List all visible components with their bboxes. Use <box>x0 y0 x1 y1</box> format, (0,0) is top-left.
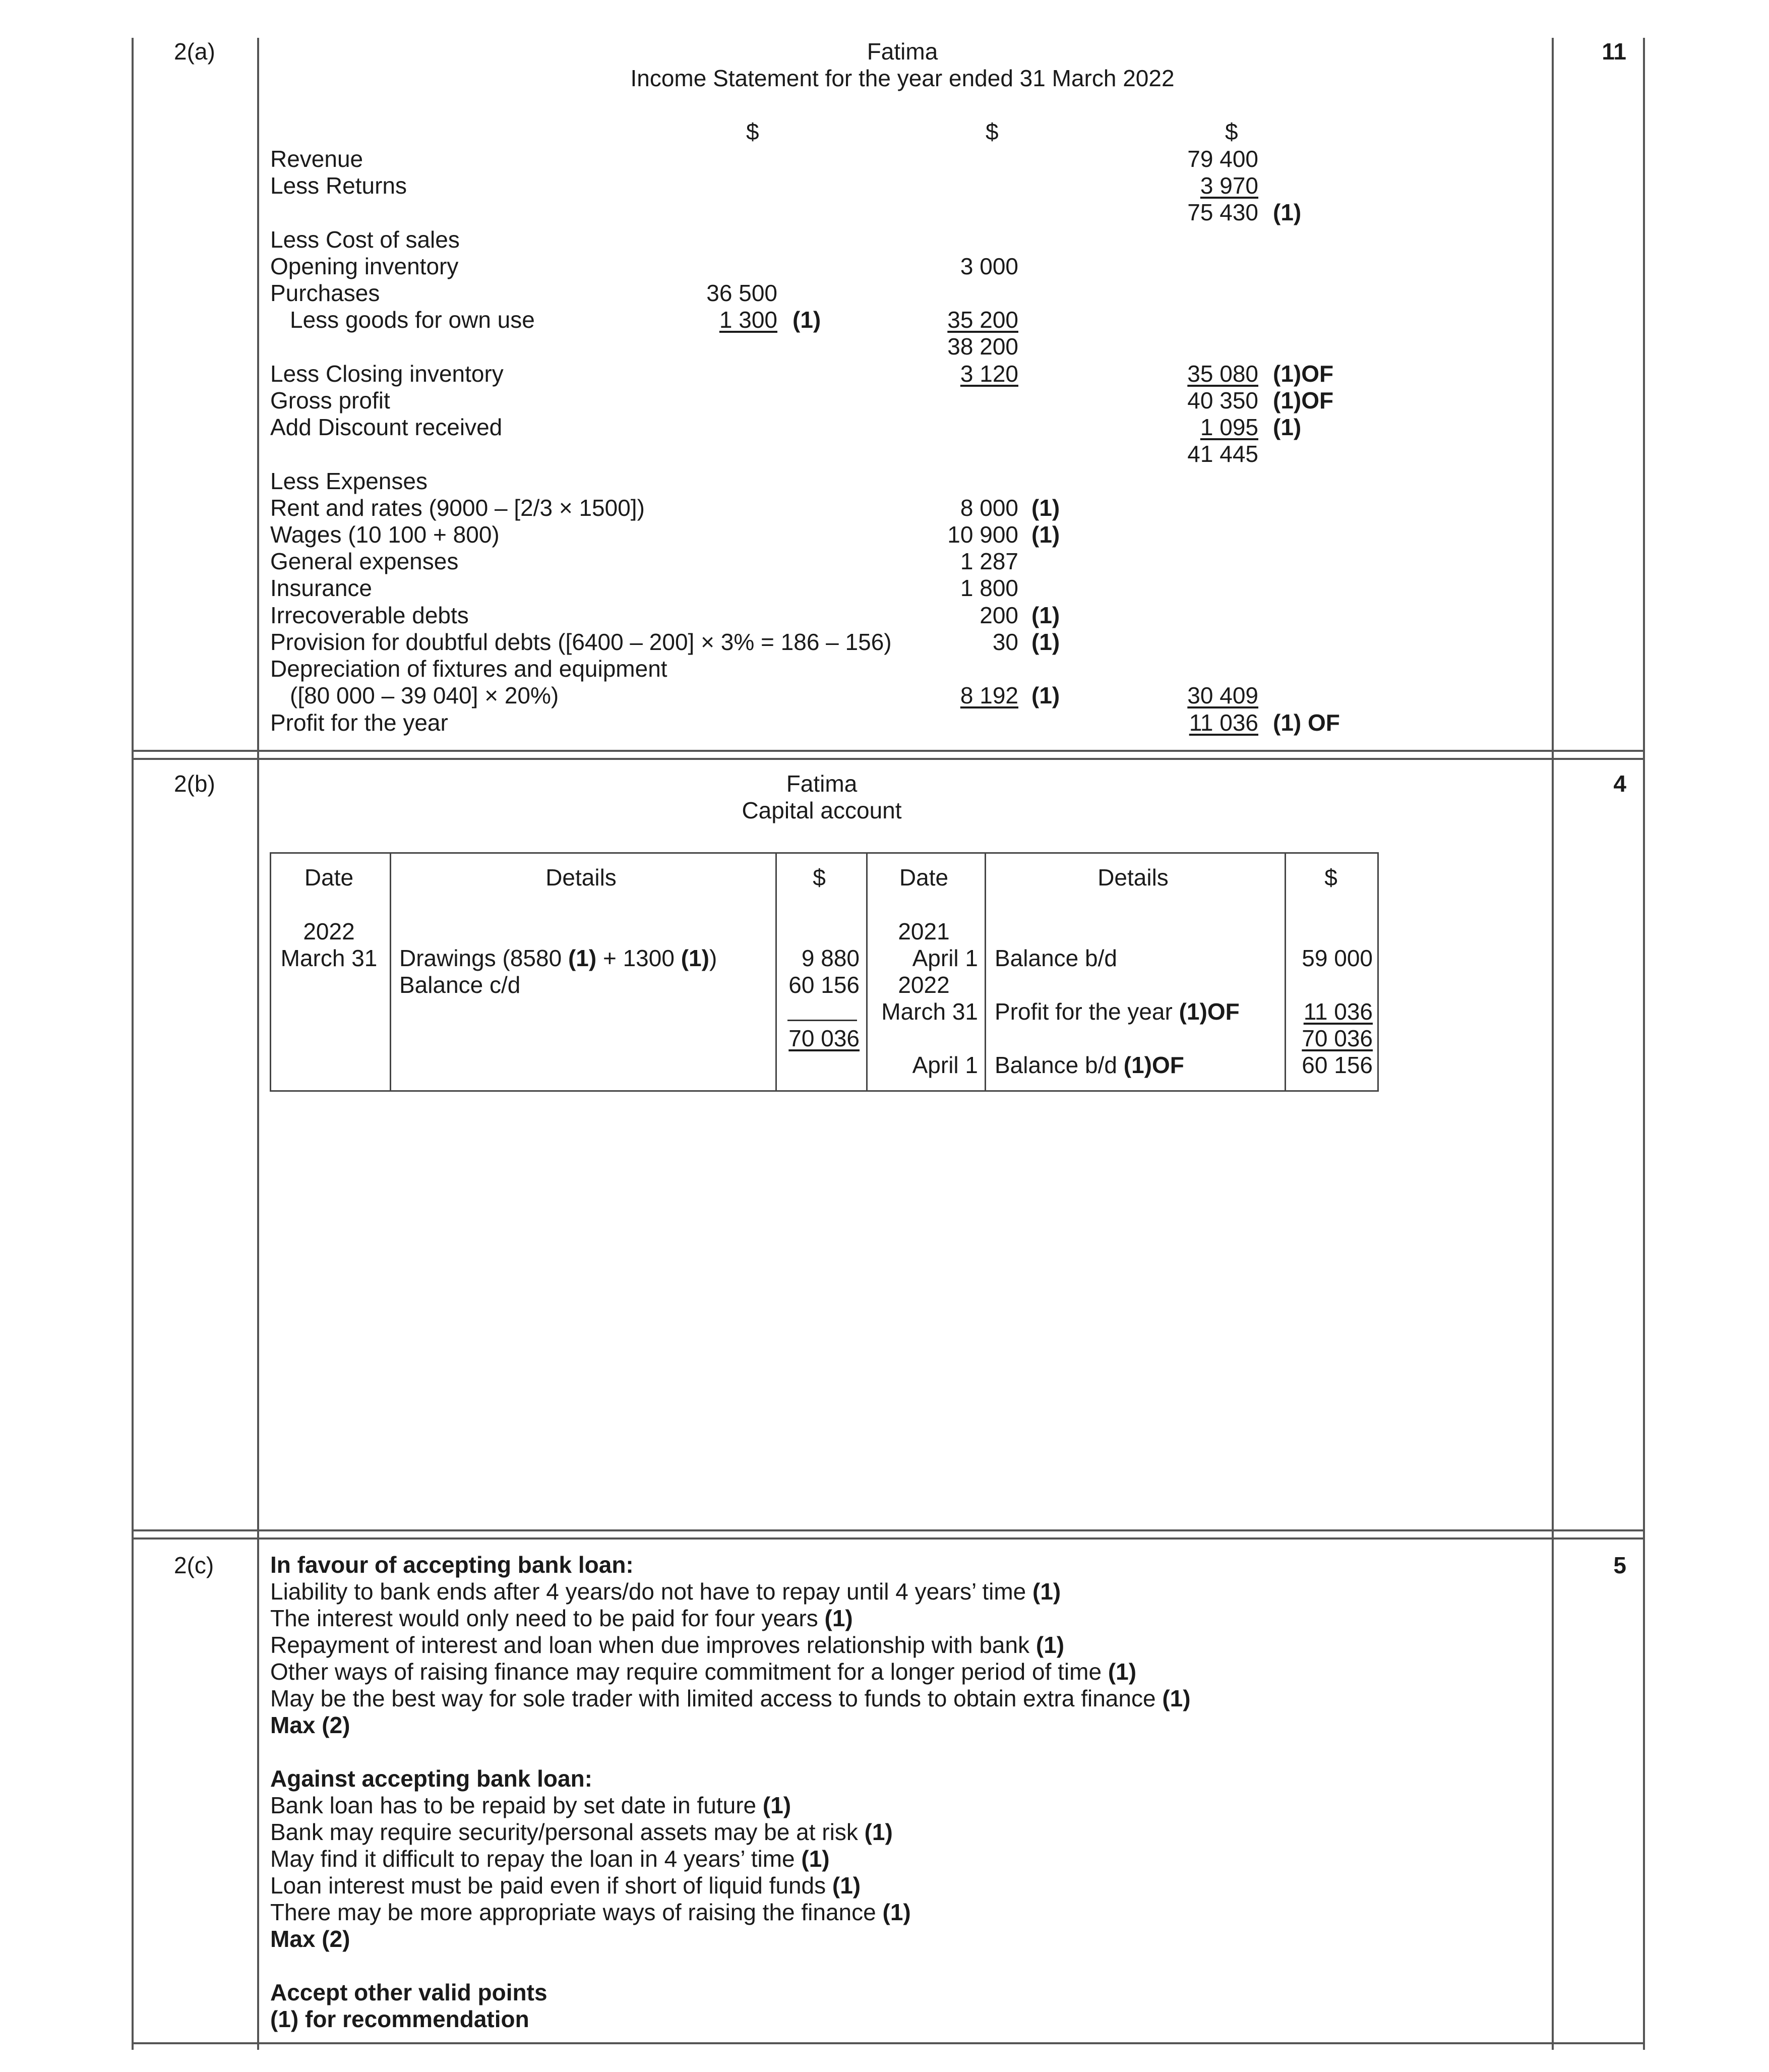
grid-divider-a-b <box>133 750 1644 752</box>
part-c-body <box>270 1552 1531 2033</box>
against-max: Max (2) <box>270 1926 350 1952</box>
col1-value: 36 500 <box>706 280 777 306</box>
line-label: Revenue <box>270 146 363 172</box>
col2-value: 30 <box>992 629 1018 655</box>
statement-line <box>0 199 1769 226</box>
statement-line <box>0 306 1769 333</box>
col3-mark: (1)OF <box>1273 361 1334 387</box>
grid-divider-a-b-2 <box>133 758 1644 760</box>
debit-details-header: Details <box>545 864 617 891</box>
col2-value: 200 <box>980 602 1018 628</box>
col2-value: 3 000 <box>960 253 1018 279</box>
col2-value: 3 120 <box>960 361 1018 387</box>
against-heading: Against accepting bank loan: <box>270 1765 592 1792</box>
recommendation-mark: (1) for recommendation <box>270 2006 529 2032</box>
credit-date-header: Date <box>899 864 949 891</box>
statement-line <box>0 413 1769 441</box>
statement-line <box>0 548 1769 575</box>
balance-bd-2-entry: Balance b/d (1)OF <box>995 1052 1184 1078</box>
line-label: Less Cost of sales <box>270 226 460 253</box>
statement-line <box>0 467 1769 495</box>
marks: 4 <box>1613 771 1626 797</box>
line-label: Purchases <box>270 280 380 306</box>
answer-point: Loan interest must be paid even if short of liquid funds (1) <box>270 1872 861 1899</box>
statement-line <box>0 521 1769 548</box>
debit-date-header: Date <box>304 864 354 891</box>
statement-line <box>0 574 1769 602</box>
line-label: Insurance <box>270 575 373 601</box>
credit-amount-header: $ <box>1324 864 1337 891</box>
col2-value: 8 192 <box>960 682 1018 708</box>
line-label: General expenses <box>270 548 459 574</box>
grid-bottom-border <box>133 2042 1644 2044</box>
currency-header: $ <box>1225 119 1238 145</box>
statement-line <box>0 494 1769 521</box>
profit-amount: 11 036 <box>1303 998 1373 1025</box>
favour-heading: In favour of accepting bank loan: <box>270 1552 634 1578</box>
line-label: Less goods for own use <box>290 307 535 333</box>
statement-owner: Fatima <box>867 38 938 65</box>
credit-details-header: Details <box>1097 864 1169 891</box>
credit-year-2021: 2021 <box>898 918 950 944</box>
statement-line <box>0 682 1769 709</box>
statement-line <box>0 628 1769 656</box>
debit-total-rule <box>787 1020 857 1021</box>
statement-line <box>0 602 1769 629</box>
line-label: Less Expenses <box>270 468 428 494</box>
marks: 5 <box>1613 1552 1626 1578</box>
answer-point: May find it difficult to repay the loan in 4 years’ time (1) <box>270 1846 830 1872</box>
col3-value: 1 095 <box>1200 414 1258 440</box>
col1-mark: (1) <box>792 307 821 333</box>
account-owner: Fatima <box>786 771 858 797</box>
balance-bd-amount: 59 000 <box>1302 945 1373 971</box>
answer-point: The interest would only need to be paid for four years (1) <box>270 1605 853 1631</box>
answer-point: May be the best way for sole trader with limited access to funds to obtain extra finance (1) <box>270 1685 1191 1711</box>
col3-mark: (1) OF <box>1273 709 1340 736</box>
line-label: Rent and rates (9000 – [2/3 × 1500]) <box>270 495 645 521</box>
col2-value: 10 900 <box>947 521 1018 548</box>
profit-entry: Profit for the year (1)OF <box>995 998 1240 1025</box>
favour-points <box>270 1578 1531 1712</box>
col3-mark: (1)OF <box>1273 387 1334 413</box>
line-label: Add Discount received <box>270 414 503 440</box>
line-label: Less Returns <box>270 172 407 199</box>
col2-mark: (1) <box>1031 602 1060 628</box>
credit-date-april: April 1 <box>912 945 978 971</box>
accept-other-points: Accept other valid points <box>270 1979 547 2005</box>
answer-point: Bank loan has to be repaid by set date in future (1) <box>270 1792 791 1818</box>
question-number: 2(b) <box>174 771 215 797</box>
statement-line <box>0 253 1769 280</box>
statement-line <box>0 440 1769 467</box>
col2-mark: (1) <box>1031 682 1060 708</box>
against-points <box>270 1792 1531 1926</box>
statement-line <box>0 145 1769 172</box>
line-label: Depreciation of fixtures and equipment <box>270 656 667 682</box>
col2-value: 1 800 <box>960 575 1018 601</box>
answer-point: There may be more appropriate ways of raising the finance (1) <box>270 1899 911 1925</box>
balance-cd-label: Balance c/d <box>399 972 521 998</box>
col2-value: 38 200 <box>947 333 1018 360</box>
col3-value: 79 400 <box>1187 146 1258 172</box>
statement-title: Income Statement for the year ended 31 March 2022 <box>630 65 1175 91</box>
col3-value: 30 409 <box>1187 682 1258 708</box>
line-label: ([80 000 – 39 040] × 20%) <box>290 682 559 708</box>
statement-line <box>0 226 1769 253</box>
credit-date-april-2: April 1 <box>912 1052 978 1078</box>
col1-value: 1 300 <box>719 307 777 333</box>
col2-value: 8 000 <box>960 495 1018 521</box>
drawings-amount: 9 880 <box>801 945 860 971</box>
line-label: Opening inventory <box>270 253 459 279</box>
line-label: Less Closing inventory <box>270 361 504 387</box>
col3-value: 3 970 <box>1200 172 1258 199</box>
question-number: 2(c) <box>174 1552 214 1578</box>
balance-bd-label: Balance b/d <box>995 945 1117 971</box>
currency-header: $ <box>746 119 759 145</box>
answer-point: Liability to bank ends after 4 years/do not have to repay until 4 years’ time (1) <box>270 1578 1061 1605</box>
col3-value: 41 445 <box>1187 441 1258 467</box>
answer-point: Repayment of interest and loan when due improves relationship with bank (1) <box>270 1632 1065 1658</box>
col3-value: 40 350 <box>1187 387 1258 413</box>
col2-value: 35 200 <box>947 307 1018 333</box>
statement-line <box>0 172 1769 199</box>
marks: 11 <box>1602 38 1626 65</box>
credit-total: 70 036 <box>1302 1025 1373 1051</box>
balance-bd-2-amount: 60 156 <box>1302 1052 1373 1078</box>
favour-max: Max (2) <box>270 1712 350 1738</box>
col3-mark: (1) <box>1273 414 1302 440</box>
line-label: Profit for the year <box>270 709 448 736</box>
statement-line <box>0 655 1769 682</box>
line-label: Wages (10 100 + 800) <box>270 521 500 548</box>
debit-year: 2022 <box>303 918 355 944</box>
line-label: Irrecoverable debts <box>270 602 469 628</box>
statement-line <box>0 279 1769 307</box>
debit-total: 70 036 <box>788 1025 860 1051</box>
statement-line <box>0 360 1769 387</box>
line-label: Provision for doubtful debts ([6400 – 200] × 3% = 186 – 156) <box>270 629 892 655</box>
account-title: Capital account <box>742 797 902 823</box>
col3-mark: (1) <box>1273 199 1302 225</box>
credit-year-2022: 2022 <box>898 972 950 998</box>
answer-point: Other ways of raising finance may require commitment for a longer period of time (1) <box>270 1659 1137 1685</box>
col3-value: 35 080 <box>1187 361 1258 387</box>
col2-mark: (1) <box>1031 521 1060 548</box>
grid-divider-b-c <box>133 1529 1644 1531</box>
col3-value: 75 430 <box>1187 199 1258 225</box>
drawings-entry: Drawings (8580 (1) + 1300 (1)) <box>399 945 717 971</box>
col3-value: 11 036 <box>1189 709 1258 736</box>
statement-line <box>0 709 1769 736</box>
currency-header-row <box>0 118 1769 145</box>
question-number: 2(a) <box>174 38 215 65</box>
credit-date-march: March 31 <box>881 998 978 1025</box>
debit-amount-header: $ <box>813 864 826 891</box>
debit-date: March 31 <box>280 945 378 971</box>
answer-point: Bank may require security/personal assets may be at risk (1) <box>270 1819 893 1845</box>
balance-cd-amount: 60 156 <box>788 972 860 998</box>
col2-mark: (1) <box>1031 495 1060 521</box>
grid-divider-b-c-2 <box>133 1537 1644 1540</box>
col2-value: 1 287 <box>960 548 1018 574</box>
statement-line <box>0 387 1769 414</box>
statement-line <box>0 333 1769 360</box>
line-label: Gross profit <box>270 387 390 413</box>
currency-header: $ <box>986 119 999 145</box>
col2-mark: (1) <box>1031 629 1060 655</box>
